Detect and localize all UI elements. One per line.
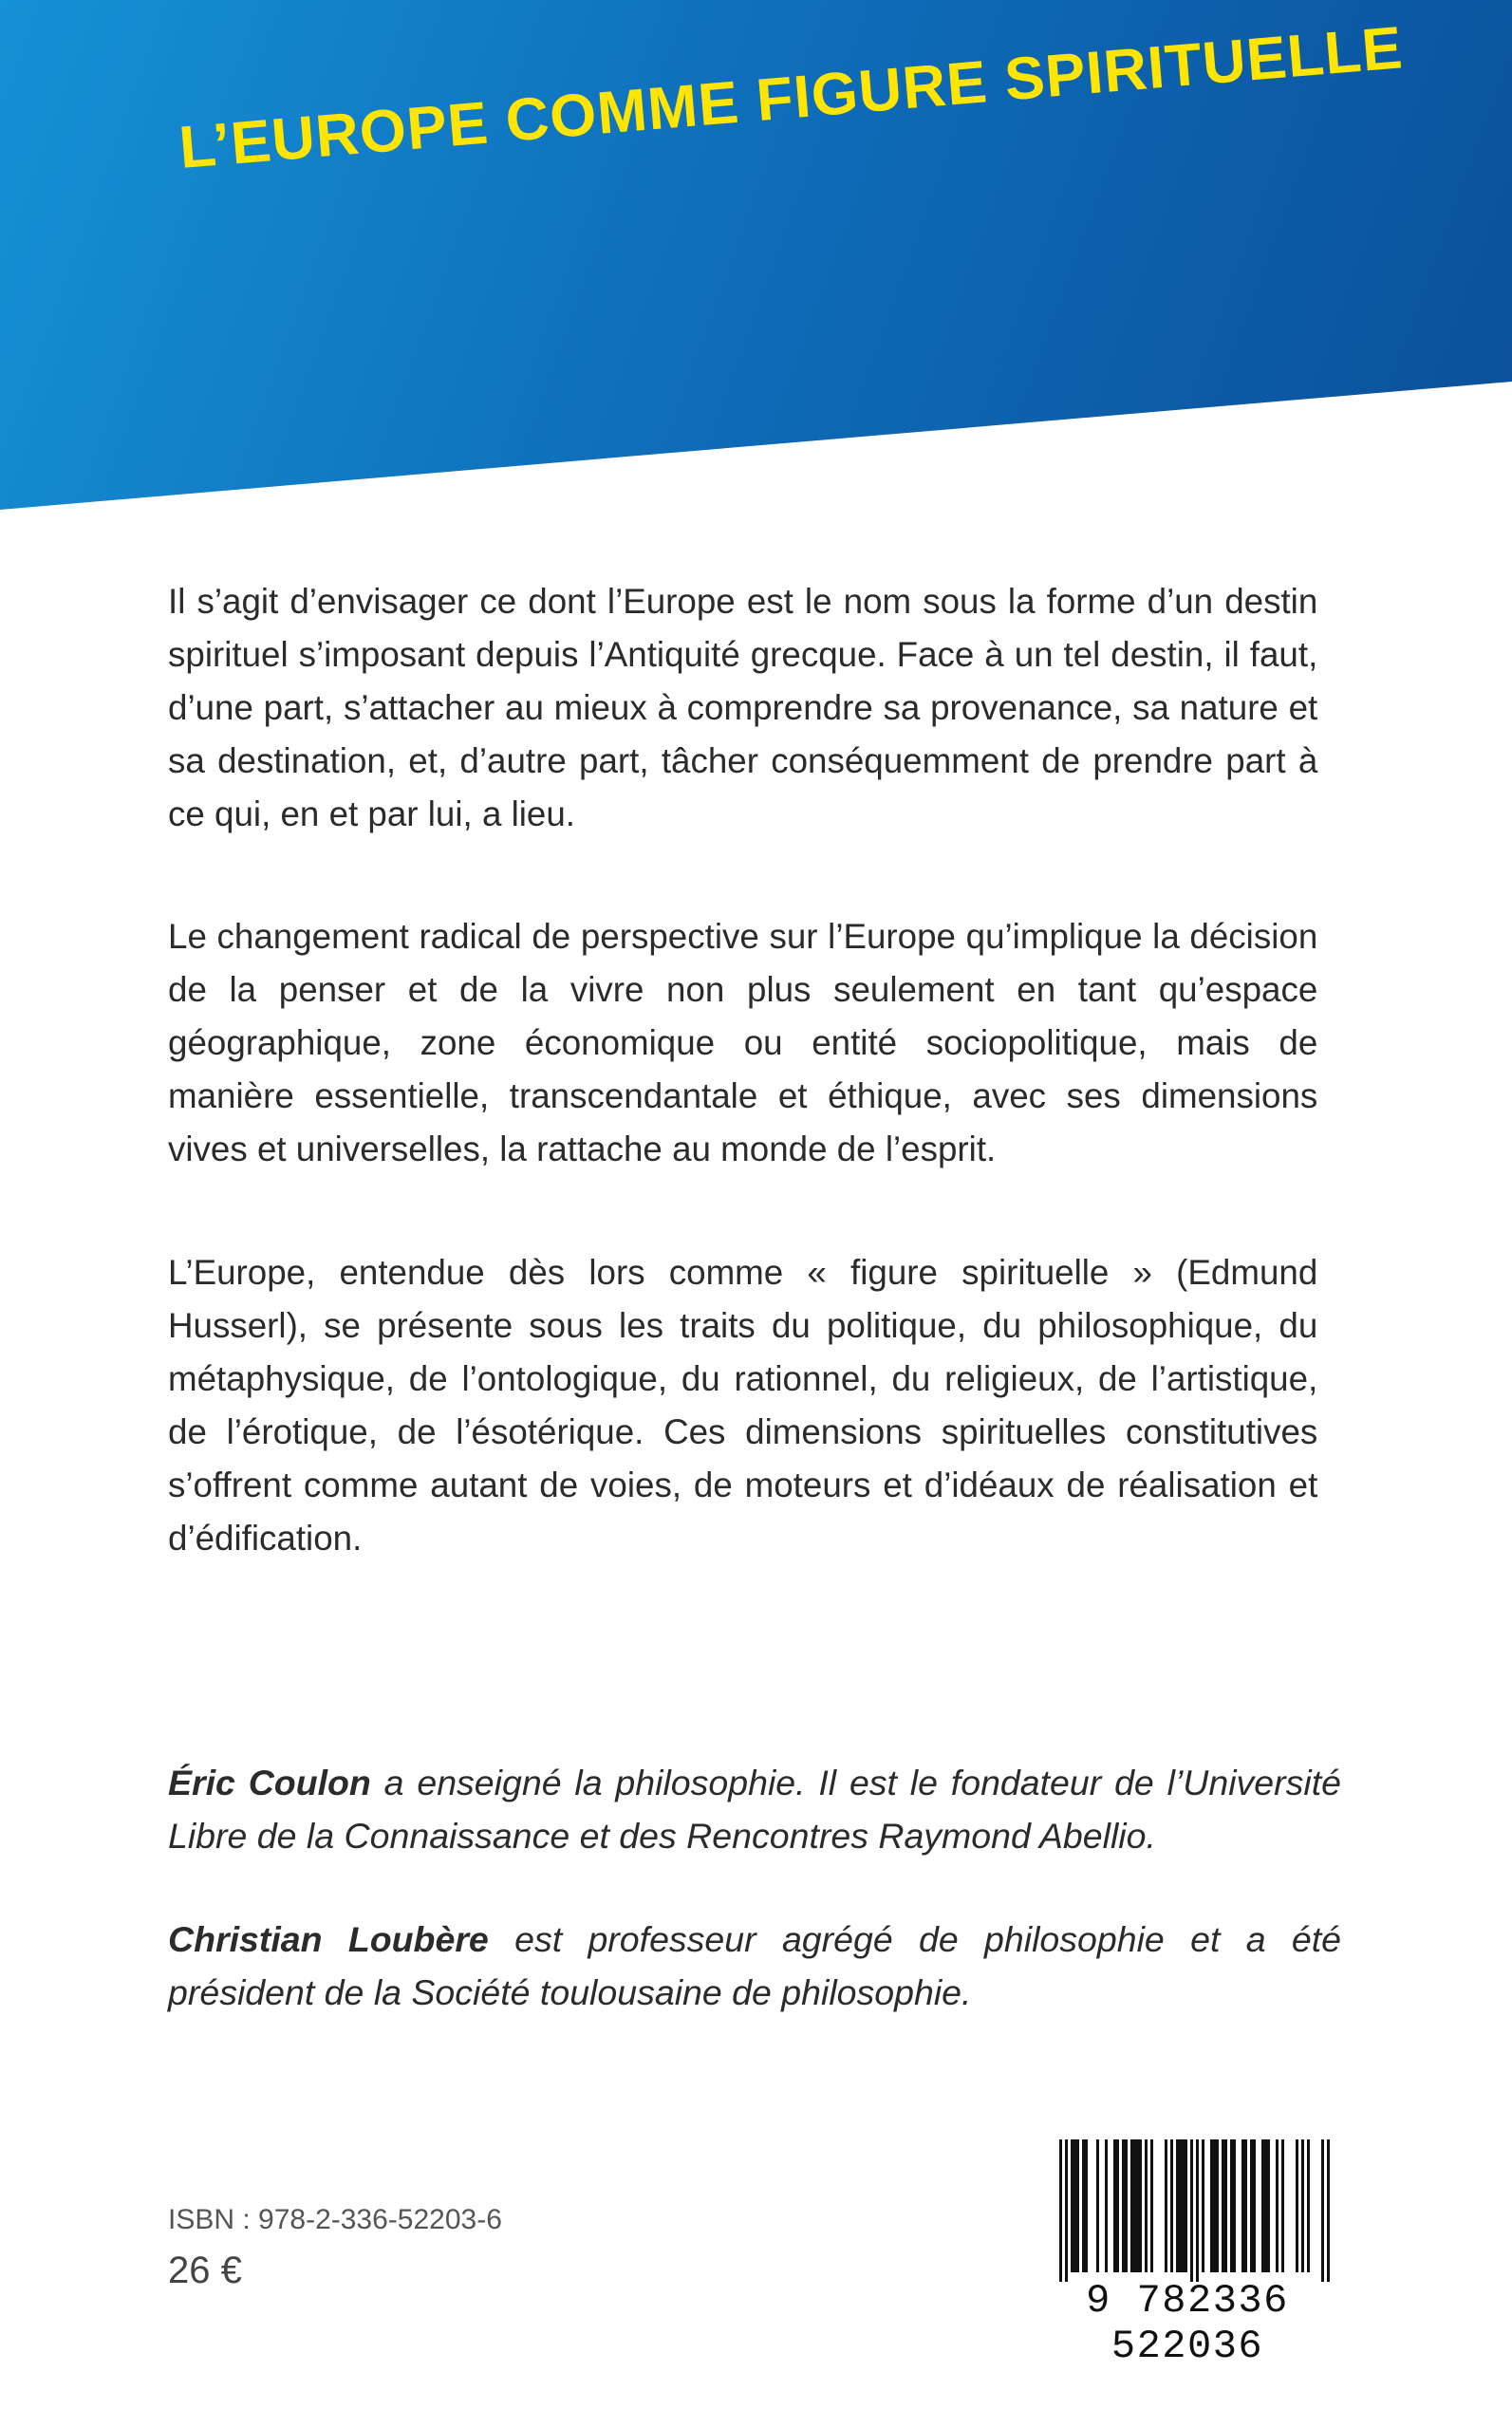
- barcode-bar: [1122, 2139, 1125, 2272]
- barcode-bar: [1216, 2139, 1219, 2272]
- author-name: Christian Loubère: [168, 1919, 489, 1959]
- barcode-bar: [1244, 2139, 1247, 2272]
- barcode-bar: [1113, 2139, 1116, 2272]
- barcode-bar: [1327, 2139, 1330, 2282]
- barcode-bar: [1170, 2139, 1173, 2272]
- author-name: Éric Coulon: [168, 1763, 371, 1802]
- barcode-bar: [1202, 2139, 1204, 2272]
- author-bio-text: est professeur agrégé de philosophie et a été président de la Société toulousaine de philosophie.: [168, 1919, 1342, 2012]
- barcode-bar: [1071, 2139, 1073, 2272]
- barcode-bar: [1224, 2139, 1227, 2272]
- barcode-bar: [1082, 2139, 1085, 2272]
- barcode-digits: 9 782336 522036: [1086, 2278, 1289, 2369]
- barcode-bar: [1276, 2139, 1279, 2272]
- barcode-bar: [1096, 2139, 1099, 2272]
- barcode-bar: [1233, 2139, 1236, 2272]
- barcode-bar: [1281, 2139, 1284, 2272]
- barcode-bar: [1139, 2139, 1142, 2272]
- barcode-bar: [1296, 2139, 1298, 2272]
- author-bio-1: [168, 1756, 1341, 1862]
- barcode-bar: [1179, 2139, 1182, 2272]
- author-bio-text: a enseigné la philosophie. Il est le fondateur de l’Université Libre de la Connaissance et des Rencontres Raymond Abellio.: [168, 1763, 1341, 1856]
- author-bio-2: [168, 1913, 1341, 2019]
- barcode-bar: [1145, 2139, 1148, 2272]
- barcode-bar: [1222, 2139, 1224, 2272]
- barcode-bar: [1182, 2139, 1185, 2272]
- barcode-bar: [1059, 2139, 1062, 2282]
- barcode-bar: [1210, 2139, 1213, 2272]
- barcode-bar: [1076, 2139, 1079, 2272]
- barcode-bar: [1116, 2139, 1119, 2272]
- barcode-bar: [1125, 2139, 1128, 2272]
- barcode-bar: [1301, 2139, 1304, 2272]
- summary-paragraph-3: L’Europe, entendue dès lors comme « figure spirituelle » (Edmund Husserl), se présente sous les traits du politique, du philosophique, du métaphysique, de l’ontologique, du rationnel, du religieux, de l’artistique, de l’érotique, de l’ésotérique. Ces dimensions spirituelles constitutives s’offrent comme autant de voies, de moteurs et d’idéaux de réalisation et d’édification.: [168, 1252, 1318, 1558]
- barcode-bar: [1165, 2139, 1167, 2272]
- barcode-bar: [1267, 2139, 1270, 2272]
- barcode-bar: [1241, 2139, 1244, 2272]
- barcode-bar: [1321, 2139, 1324, 2282]
- barcode-bar: [1261, 2139, 1264, 2272]
- summary-paragraph-2: Le changement radical de perspective sur l’Europe qu’implique la décision de la penser et de la vivre non plus seulement en tant qu’espace géographique, zone économique ou entité sociopolitique, mais de manière essentielle, transcendantale et éthique, avec ses dimensions vives et universelles, la rattache au monde de l’esprit.: [168, 916, 1318, 1168]
- barcode-bar: [1105, 2139, 1108, 2272]
- isbn-label: ISBN : 978-2-336-52203-6: [168, 2204, 502, 2235]
- barcode: [1025, 2134, 1350, 2369]
- summary-paragraph-1: Il s’agit d’envisager ce dont l’Europe est le nom sous la forme d’un destin spirituel s’imposant depuis l’Antiquité grecque. Face à un tel destin, il faut, d’une part, s’attacher au mieux à comprendre sa provenance, sa nature et sa destination, et, d’autre part, tâcher conséquemment de prendre part à ce qui, en et par lui, a lieu.: [168, 581, 1318, 833]
- barcode-bar: [1213, 2139, 1216, 2272]
- barcode-bar: [1307, 2139, 1310, 2272]
- barcode-bars: [1025, 2134, 1350, 2286]
- barcode-bar: [1136, 2139, 1139, 2272]
- barcode-bar: [1250, 2139, 1253, 2272]
- barcode-bar: [1130, 2139, 1133, 2272]
- barcode-bar: [1073, 2139, 1076, 2272]
- price-label: 26 €: [168, 2250, 242, 2291]
- barcode-bar: [1196, 2139, 1199, 2282]
- barcode-bar: [1253, 2139, 1256, 2272]
- book-title: L’EUROPE COMME FIGURE SPIRITUELLE: [177, 14, 1406, 182]
- barcode-bar: [1185, 2139, 1187, 2272]
- barcode-bar: [1264, 2139, 1267, 2272]
- barcode-bar: [1190, 2139, 1193, 2282]
- barcode-bar: [1133, 2139, 1136, 2272]
- barcode-bar: [1176, 2139, 1179, 2272]
- barcode-bar: [1065, 2139, 1068, 2282]
- barcode-bar: [1150, 2139, 1153, 2272]
- barcode-bar: [1230, 2139, 1233, 2272]
- barcode-bar: [1085, 2139, 1088, 2272]
